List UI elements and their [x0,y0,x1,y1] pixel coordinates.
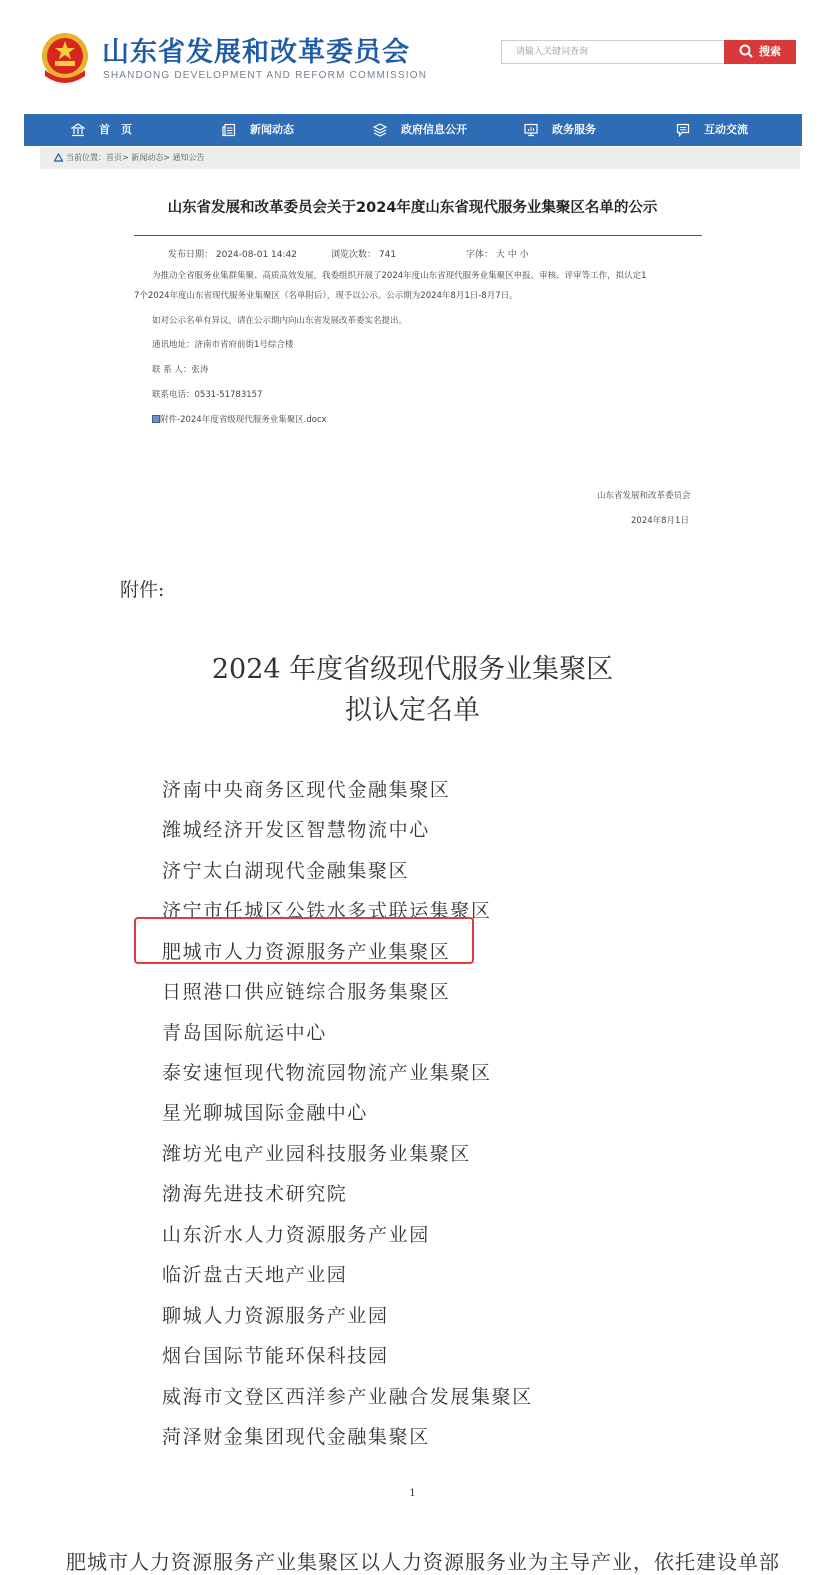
nav-item-services[interactable] [524,114,596,146]
site-header [0,0,825,110]
page-number: 1 [409,1488,416,1499]
list-item: 青岛国际航运中心 [162,1022,327,1044]
list-item: 星光聊城国际金融中心 [162,1102,369,1124]
search-icon [739,44,753,58]
site-subtitle: SHANDONG DEVELOPMENT AND REFORM COMMISSION [103,70,428,81]
list-item-highlighted: 肥城市人力资源服务产业集聚区 [162,941,451,963]
layers-icon [373,123,387,137]
nav-item-interaction[interactable] [676,114,748,146]
list-item: 济南中央商务区现代金融集聚区 [162,779,451,801]
building-icon [71,123,85,137]
view-count: 浏览次数： 741 [331,250,397,260]
contact-phone: 联系电话：0531-51783157 [152,390,263,400]
contact-address: 通讯地址：济南市省府前街1号综合楼 [152,340,294,350]
list-item: 济宁太白湖现代金融集聚区 [162,860,410,882]
nav-label: 新闻动态 [250,123,294,136]
document-attach-label: 附件: [120,579,165,601]
body-text-cutoff: 肥城市人力资源服务产业集聚区以人力资源服务业为主导产业，依托建设单部 [66,1550,780,1574]
list-item: 济宁市任城区公铁水多式联运集聚区 [162,900,492,922]
list-item: 泰安速恒现代物流园物流产业集聚区 [162,1062,492,1084]
main-nav [24,114,802,146]
document-title-line-2: 拟认定名单 [345,695,480,726]
article-title: 山东省发展和改革委员会关于2024年度山东省现代服务业集聚区名单的公示 [167,200,658,216]
list-item: 威海市文登区西洋参产业融合发展集聚区 [162,1386,533,1408]
highlight-box [134,917,474,964]
list-item: 日照港口供应链综合服务集聚区 [162,981,451,1003]
search-button[interactable] [724,40,796,64]
search-button-label: 搜索 [759,45,781,58]
list-item: 山东沂水人力资源服务产业园 [162,1224,430,1246]
monitor-icon [524,123,538,137]
font-size-control[interactable]: 字体： 大 中 小 [466,250,529,260]
list-item: 临沂盘古天地产业园 [162,1264,348,1286]
attachment-link[interactable] [152,413,327,425]
list-item: 烟台国际节能环保科技园 [162,1345,389,1367]
site-title[interactable]: 山东省发展和改革委员会 [102,37,410,68]
list-item: 潍坊光电产业园科技服务业集聚区 [162,1143,472,1165]
list-item: 潍城经济开发区智慧物流中心 [162,819,430,841]
attachment-link-label: 附件-2024年度省级现代服务业集聚区.docx [160,415,327,425]
nav-label: 互动交流 [704,123,748,136]
nav-label: 政务服务 [552,123,596,136]
nav-label: 首 页 [99,123,132,136]
nav-item-home[interactable] [71,114,132,146]
document-title-line-1: 2024 年度省级现代服务业集聚区 [211,654,614,685]
nav-item-gov-info[interactable] [373,114,467,146]
contact-person: 联 系 人：张涛 [152,365,209,375]
home-icon [54,153,63,162]
chat-icon [676,123,690,137]
nav-item-news[interactable] [222,114,294,146]
list-item: 聊城人力资源服务产业园 [162,1305,389,1327]
list-item: 菏泽财金集团现代金融集聚区 [162,1426,430,1448]
breadcrumb [40,147,800,169]
article-paragraph: 为推动全省服务业集群集聚、高质高效发展，我委组织开展了2024年度山东省现代服务业集聚区申报、审核、评审等工作，拟认定1 [152,271,647,281]
nav-label: 政府信息公开 [401,123,467,136]
publish-date: 发布日期： 2024-08-01 14:42 [168,250,297,260]
list-item: 渤海先进技术研究院 [162,1183,348,1205]
breadcrumb-text[interactable]: 当前位置：首页> 新闻动态> 通知公告 [66,153,205,162]
document-icon [152,415,160,423]
title-divider [134,235,702,236]
search-input[interactable]: 请输入关键词查询 [501,40,725,64]
sign-organization: 山东省发展和改革委员会 [597,491,691,501]
article-paragraph: 7个2024年度山东省现代服务业集聚区（名单附后），现予以公示。公示期为2024年8月1日-8月7日。 [134,291,518,301]
national-emblem-icon [40,30,90,86]
article-paragraph: 如对公示名单有异议，请在公示期内向山东省发展改革委实名提出。 [152,316,408,326]
news-icon [222,123,236,137]
sign-date: 2024年8月1日 [631,516,689,526]
